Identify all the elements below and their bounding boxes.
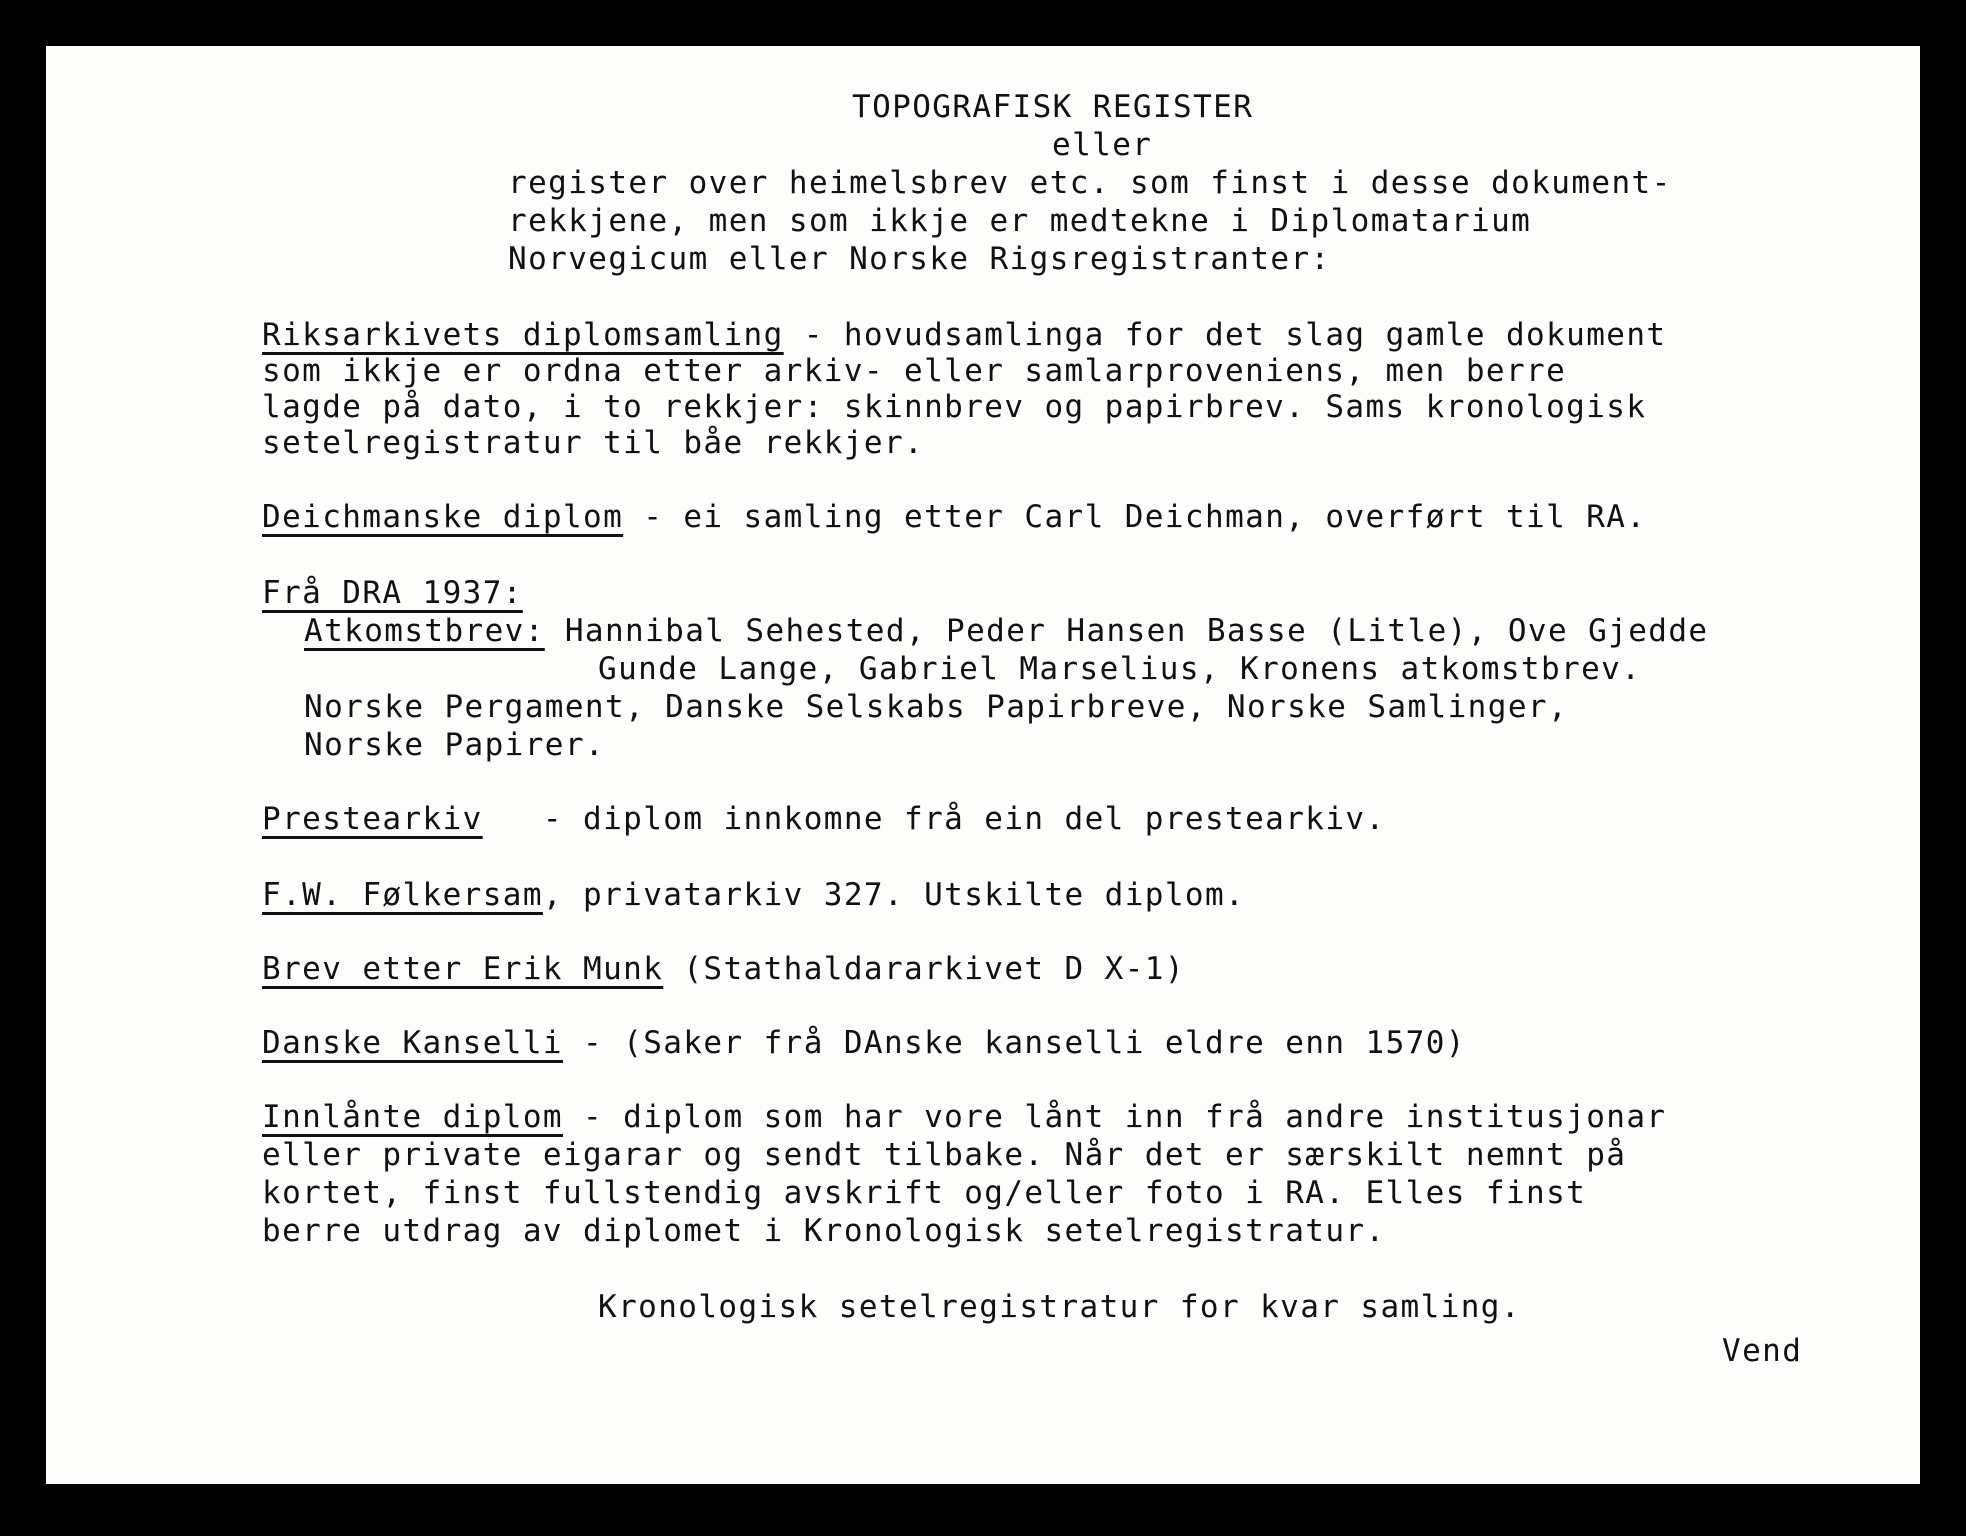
entry-riksarkivet [262,316,1666,354]
entry-text: - (Saker frå DAnske kanselli eldre enn 1570) [562,1025,1466,1061]
intro-line: Norvegicum eller Norske Rigsregistranter: [508,241,1331,277]
entry-line: kortet, finst fullstendig avskrift og/eller foto i RA. Elles finst [262,1175,1587,1211]
entry-danske-kanselli [262,1024,1466,1062]
entry-heading: Innlånte diplom [262,1099,563,1135]
entry-text: - hovudsamlinga for det slag gamle dokument [783,317,1667,353]
entry-heading: Prestearkiv [262,801,483,837]
entry-heading: F.W. Følkersam [262,877,543,913]
document-subtitle: eller [1052,127,1153,163]
entry-subheading: Atkomstbrev: [304,613,545,649]
entry-line: som ikkje er ordna etter arkiv- eller samlarproveniens, men berre [262,353,1567,389]
entry-dra-1937 [262,574,523,612]
entry-heading: Deichmanske diplom [262,499,624,535]
entry-heading: Brev etter Erik Munk [262,951,664,987]
entry-line: setelregistratur til båe rekkjer. [262,425,925,461]
document-card [46,46,1920,1484]
entry-text: (Stathaldararkivet D X-1) [663,951,1185,987]
entry-heading: Frå DRA 1937: [262,575,523,611]
intro-line: rekkjene, men som ikkje er medtekne i Diplomatarium [508,203,1532,239]
entry-heading: Danske Kanselli [262,1025,563,1061]
entry-line: Norske Papirer. [304,727,605,763]
entry-text: - ei samling etter Carl Deichman, overført til RA. [623,499,1647,535]
closing-note: Kronologisk setelregistratur for kvar samling. [598,1289,1521,1325]
entry-heading: Riksarkivets diplomsamling [262,317,784,353]
entry-innlante [262,1098,1666,1136]
entry-text: Hannibal Sehested, Peder Hansen Basse (Litle), Ove Gjedde [544,613,1709,649]
entry-deichmanske [262,498,1646,536]
entry-line: lagde på dato, i to rekkjer: skinnbrev og papirbrev. Sams kronologisk [262,389,1647,425]
entry-line: Norske Pergament, Danske Selskabs Papirbreve, Norske Samlinger, [304,689,1569,725]
entry-text: - diplom innkomne frå ein del prestearkiv. [482,801,1386,837]
entry-erik-munk [262,950,1185,988]
dra-atkomstbrev [304,612,1708,650]
entry-folkersam [262,876,1245,914]
intro-line: register over heimelsbrev etc. som finst i desse dokument- [508,165,1672,201]
document-title: TOPOGRAFISK REGISTER [852,89,1254,125]
entry-line: eller private eigarar og sendt tilbake. Når det er særskilt nemnt på [262,1137,1627,1173]
entry-text: , privatarkiv 327. Utskilte diplom. [542,877,1246,913]
footer-vend: Vend [1722,1333,1803,1369]
entry-line: Gunde Lange, Gabriel Marselius, Kronens atkomstbrev. [598,651,1642,687]
entry-prestearkiv [262,800,1386,838]
entry-line: berre utdrag av diplomet i Kronologisk setelregistratur. [262,1213,1386,1249]
entry-text: - diplom som har vore lånt inn frå andre institusjonar [562,1099,1667,1135]
